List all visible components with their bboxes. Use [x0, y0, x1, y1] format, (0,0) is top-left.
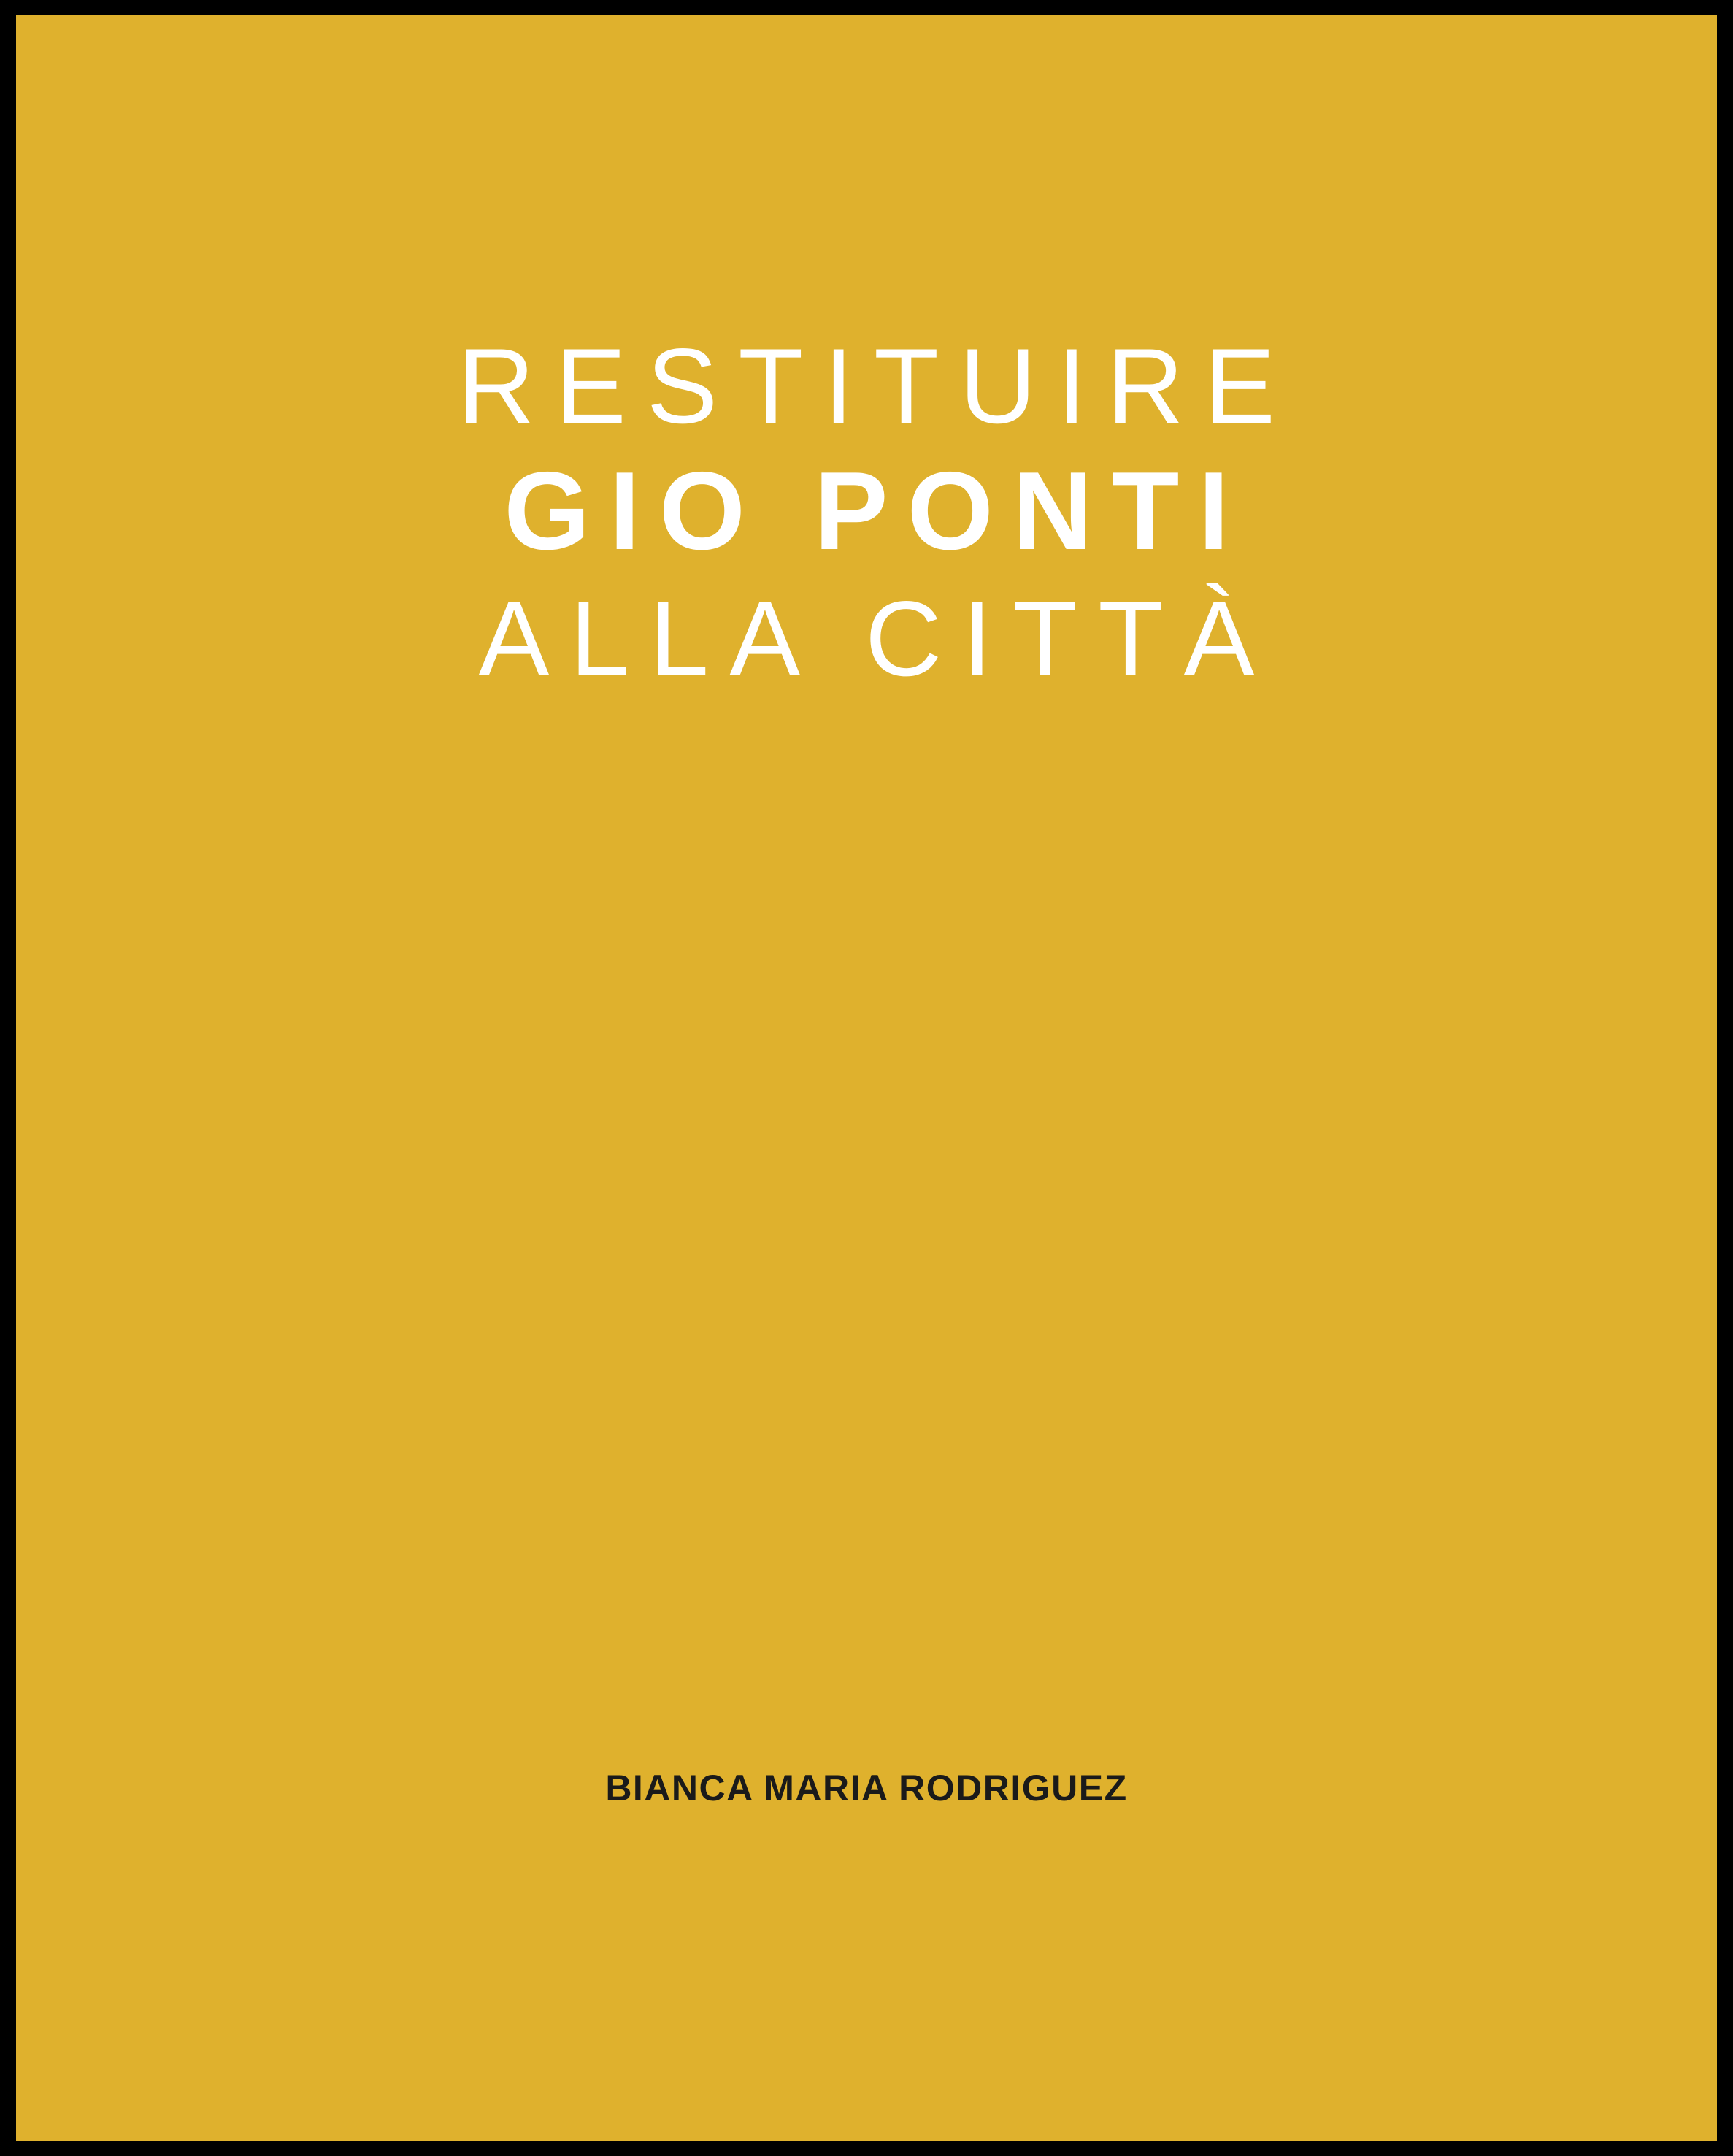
title-line-1: RESTITUIRE [458, 326, 1296, 445]
title-line-3: ALLA CITTÀ [478, 578, 1275, 698]
cover-background [16, 15, 1717, 2141]
title-line-2: GIO PONTI [504, 448, 1248, 573]
cover-title-block [16, 326, 1717, 698]
cover-author: BIANCA MARIA RODRIGUEZ [605, 1768, 1128, 1808]
